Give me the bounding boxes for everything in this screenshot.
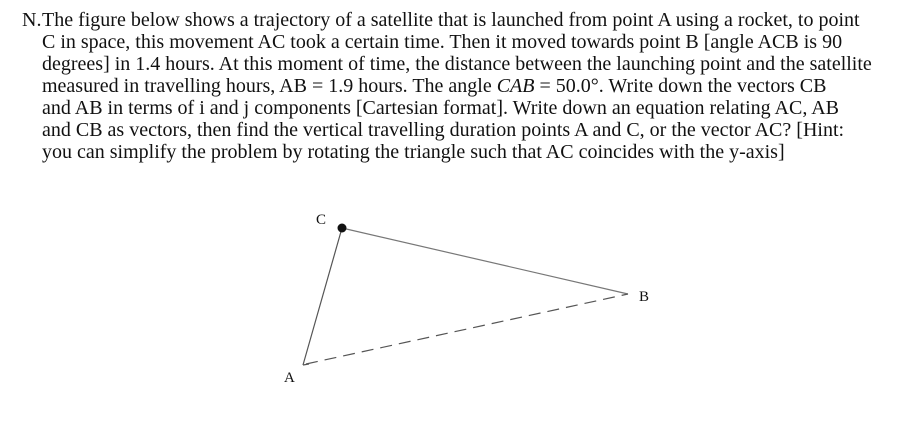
- angle-name: CAB: [496, 75, 535, 97]
- question-line: C in space, this movement AC took a certain time. Then it moved towards point B [angle ACB is 90: [42, 31, 843, 53]
- side-ab-dashed: [306, 294, 628, 364]
- question-line: you can simplify the problem by rotating the triangle such that AC coincides with the y-axis]: [42, 141, 785, 163]
- label-b: B: [639, 289, 650, 305]
- label-a: A: [284, 370, 295, 386]
- point-c-dot: [338, 224, 347, 233]
- question-line: degrees] in 1.4 hours. At this moment of time, the distance between the launching point and the satellite: [42, 53, 872, 75]
- question-number: N.: [22, 9, 42, 31]
- side-cb: [342, 228, 628, 294]
- corner-a: [303, 364, 309, 365]
- question-line: and CB as vectors, then find the vertical travelling duration points A and C, or the vector AC? [Hint:: [42, 119, 845, 141]
- line-text: = 50.0°. Write down the vectors CB: [534, 75, 827, 97]
- side-ac: [303, 228, 342, 365]
- label-c: C: [316, 212, 327, 228]
- question-line: and AB in terms of i and j components [Cartesian format]. Write down an equation relating AC, AB: [42, 97, 840, 119]
- question-line: The figure below shows a trajectory of a satellite that is launched from point A using a rocket, to point: [42, 9, 860, 31]
- line-text: measured in travelling hours, AB = 1.9 hours. The angle: [42, 75, 497, 97]
